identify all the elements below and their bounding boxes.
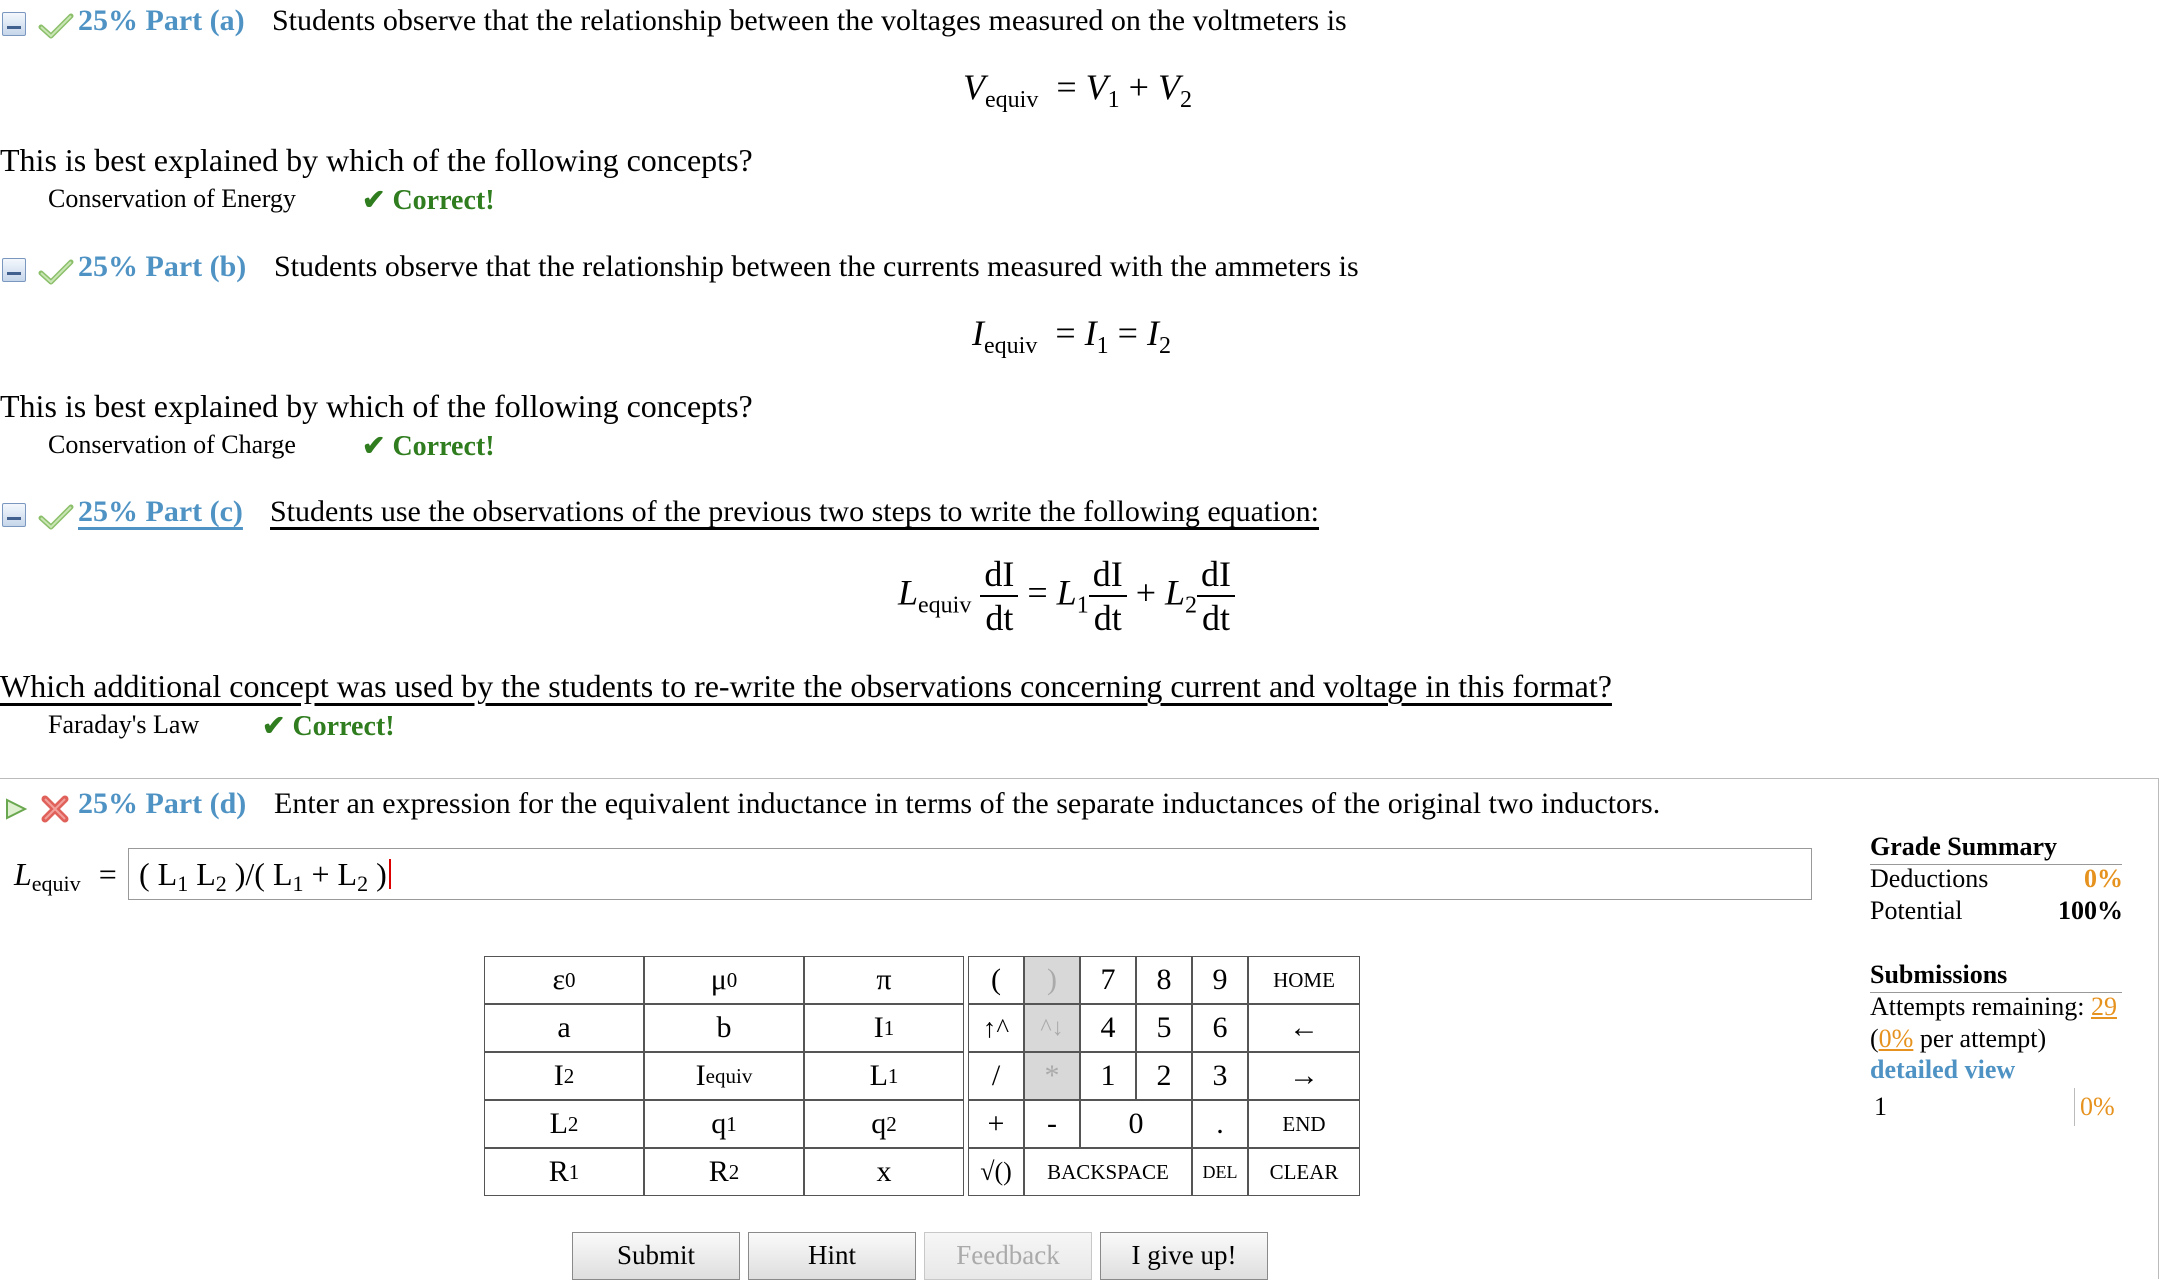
part-b-question: This is best explained by which of the following concepts? xyxy=(0,388,753,424)
part-b-percent: 25% Part (b) xyxy=(78,250,247,283)
key-a[interactable]: a xyxy=(484,1004,644,1052)
part-c-percent: 25% Part (c) xyxy=(78,495,243,528)
deductions-value: 0% xyxy=(2084,864,2123,893)
divider xyxy=(2074,1088,2075,1126)
checkmark-icon xyxy=(38,256,74,286)
detailed-view-link[interactable]: detailed view xyxy=(1870,1055,2016,1084)
part-c-question: Which additional concept was used by the students to re-write the observations concerning current and voltage in this format? xyxy=(0,668,1612,704)
key-i2[interactable]: I 2 xyxy=(484,1052,644,1100)
key-5[interactable]: 5 xyxy=(1136,1004,1192,1052)
part-d-percent: 25% Part (d) xyxy=(78,787,247,820)
minimize-icon[interactable] xyxy=(2,503,26,527)
key-6[interactable]: 6 xyxy=(1192,1004,1248,1052)
key-multiply[interactable]: * xyxy=(1024,1052,1080,1100)
checkmark-icon xyxy=(38,501,74,531)
key-sqrt[interactable]: √() xyxy=(968,1148,1024,1196)
key-r2[interactable]: R 2 xyxy=(644,1148,804,1196)
part-b-prompt: Students observe that the relationship between the currents measured with the ammeters is xyxy=(274,250,1359,283)
minimize-icon[interactable] xyxy=(2,12,26,36)
submission-row-index: 1 xyxy=(1874,1092,1887,1121)
per-attempt: (0% per attempt) xyxy=(1870,1024,2047,1053)
submission-row-value: 0% xyxy=(2080,1092,2115,1121)
key-decimal[interactable]: . xyxy=(1192,1100,1248,1148)
part-a-equation: $V_{equiv} = V_1 + V_2$ xyxy=(963,67,1192,113)
key-exponent-up[interactable]: ↑^ xyxy=(968,1004,1024,1052)
answer-input[interactable]: ( $L_1$ $L_2$ )/( $L_1 + L_2$ ) xyxy=(128,848,1812,900)
key-r1[interactable]: R 1 xyxy=(484,1148,644,1196)
give-up-button[interactable]: I give up! xyxy=(1100,1232,1268,1280)
part-b-feedback: ✔ Correct! xyxy=(362,431,495,462)
submit-button[interactable]: Submit xyxy=(572,1232,740,1280)
part-c-equation: $L_{equiv}$ $\frac{dI}{dt}$ = $L_1$ $\frac{dI}{dt}$ + $L_2$ $\frac{dI}{dt}$ xyxy=(898,556,1235,636)
attempts-remaining: Attempts remaining: 29 xyxy=(1870,992,2117,1021)
part-a-feedback: ✔ Correct! xyxy=(362,185,495,216)
feedback-button[interactable]: Feedback xyxy=(924,1232,1092,1280)
key-b[interactable]: b xyxy=(644,1004,804,1052)
key-9[interactable]: 9 xyxy=(1192,956,1248,1004)
text-caret xyxy=(389,859,391,889)
key-minus[interactable]: - xyxy=(1024,1100,1080,1148)
key-7[interactable]: 7 xyxy=(1080,956,1136,1004)
key-exponent-down[interactable]: ^↓ xyxy=(1024,1004,1080,1052)
key-q2[interactable]: q 2 xyxy=(804,1100,964,1148)
part-a-answer: Conservation of Energy xyxy=(48,184,296,213)
key-l1[interactable]: L 1 xyxy=(804,1052,964,1100)
key-delete[interactable]: DEL xyxy=(1192,1148,1248,1196)
key-end[interactable]: END xyxy=(1248,1100,1360,1148)
part-b-answer: Conservation of Charge xyxy=(48,430,296,459)
checkmark-icon xyxy=(38,10,74,40)
key-clear[interactable]: CLEAR xyxy=(1248,1148,1360,1196)
submissions-title: Submissions xyxy=(1870,960,2008,989)
key-right-arrow[interactable]: → xyxy=(1248,1052,1360,1100)
key-epsilon0[interactable]: ε 0 xyxy=(484,956,644,1004)
key-4[interactable]: 4 xyxy=(1080,1004,1136,1052)
key-left-paren[interactable]: ( xyxy=(968,956,1024,1004)
key-divide[interactable]: / xyxy=(968,1052,1024,1100)
key-2[interactable]: 2 xyxy=(1136,1052,1192,1100)
grade-summary-title: Grade Summary xyxy=(1870,832,2058,861)
hint-button[interactable]: Hint xyxy=(748,1232,916,1280)
key-backspace[interactable]: BACKSPACE xyxy=(1024,1148,1192,1196)
key-mu0[interactable]: μ 0 xyxy=(644,956,804,1004)
key-home[interactable]: HOME xyxy=(1248,956,1360,1004)
deductions-label: Deductions xyxy=(1870,864,1989,893)
part-c-prompt: Students use the observations of the previous two steps to write the following equation: xyxy=(270,495,1320,528)
part-a-question: This is best explained by which of the following concepts? xyxy=(0,142,753,178)
key-right-paren[interactable]: ) xyxy=(1024,956,1080,1004)
key-iequiv[interactable]: I equiv xyxy=(644,1052,804,1100)
key-i1[interactable]: I 1 xyxy=(804,1004,964,1052)
key-l2[interactable]: L 2 xyxy=(484,1100,644,1148)
key-x[interactable]: x xyxy=(804,1148,964,1196)
key-left-arrow[interactable]: ← xyxy=(1248,1004,1360,1052)
key-plus[interactable]: + xyxy=(968,1100,1024,1148)
potential-value: 100% xyxy=(2058,896,2123,925)
potential-label: Potential xyxy=(1870,896,1963,925)
key-pi[interactable]: π xyxy=(804,956,964,1004)
part-a-prompt: Students observe that the relationship between the voltages measured on the voltmeters is xyxy=(272,4,1347,37)
x-mark-icon xyxy=(40,795,70,823)
part-b-equation: $I_{equiv} = I_1 = I_2$ xyxy=(972,313,1171,359)
part-c-answer: Faraday's Law xyxy=(48,710,200,739)
key-8[interactable]: 8 xyxy=(1136,956,1192,1004)
answer-label: $L_{equiv}$ = xyxy=(14,856,117,896)
key-0[interactable]: 0 xyxy=(1080,1100,1192,1148)
part-a-percent: 25% Part (a) xyxy=(78,4,245,37)
key-3[interactable]: 3 xyxy=(1192,1052,1248,1100)
key-1[interactable]: 1 xyxy=(1080,1052,1136,1100)
minimize-icon[interactable] xyxy=(2,258,26,282)
part-d-prompt: Enter an expression for the equivalent inductance in terms of the separate inductances of the original two inductors. xyxy=(274,787,1661,820)
key-q1[interactable]: q 1 xyxy=(644,1100,804,1148)
play-arrow-icon[interactable] xyxy=(4,797,28,821)
part-c-feedback: ✔ Correct! xyxy=(262,711,395,742)
